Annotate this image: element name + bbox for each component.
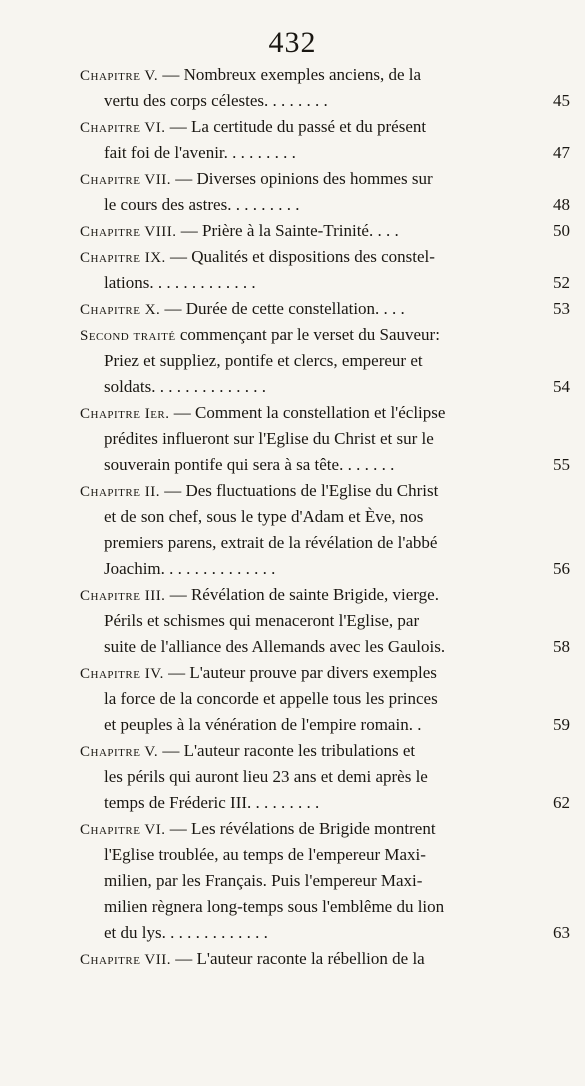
toc-entry-line	[80, 166, 570, 192]
toc-entry-label: Chapitre X.	[80, 302, 161, 318]
toc-entry-text: Chapitre VI. — La certitude du passé et du présent	[80, 117, 427, 136]
toc-entry-line	[80, 712, 570, 738]
toc-entry-label: Chapitre V.	[80, 744, 159, 760]
toc-entry-line	[80, 582, 570, 608]
toc-entry	[80, 400, 570, 478]
toc-entry-text: Chapitre V. — L'auteur raconte les tribulations et	[80, 741, 416, 760]
toc-entry-line	[80, 426, 570, 452]
toc-entry-text: Chapitre X. — Durée de cette constellation. . . .	[80, 299, 405, 318]
toc-entry-line	[80, 114, 570, 140]
toc-entry-text: milien, par les Français. Puis l'empereur Maxi-	[104, 871, 423, 890]
toc-entry	[80, 244, 570, 296]
toc-entry-line	[80, 660, 570, 686]
toc-entry-line	[80, 478, 570, 504]
toc-page-number: 54	[553, 377, 570, 396]
toc-entry-text: l'Eglise troublée, au temps de l'empereur Maxi-	[104, 845, 426, 864]
toc-entry-text: souverain pontife qui sera à sa tête. . . . . . .	[104, 455, 395, 474]
toc-entry-line	[80, 140, 570, 166]
toc-entry-line	[80, 894, 570, 920]
toc-entry-text: Chapitre Ier. — Comment la constellation et l'éclipse	[80, 403, 446, 422]
toc-entry-label: Chapitre VII.	[80, 952, 172, 968]
toc-entry-line	[80, 764, 570, 790]
toc-entry-text: le cours des astres. . . . . . . . .	[104, 195, 300, 214]
toc-entry-line	[80, 556, 570, 582]
toc-page-number: 47	[553, 143, 570, 162]
toc-entry-label: Chapitre Ier.	[80, 406, 170, 422]
toc-entry-text: Second traité commençant par le verset du Sauveur:	[80, 325, 440, 344]
toc-entry-text: Chapitre VIII. — Prière à la Sainte-Trinité. . . .	[80, 221, 399, 240]
toc-entry	[80, 322, 570, 400]
toc-entry-line	[80, 374, 570, 400]
toc-entry	[80, 816, 570, 946]
toc-entry	[80, 660, 570, 738]
toc-entry-text: et peuples à la vénération de l'empire romain. .	[104, 715, 422, 734]
toc-entry-text: temps de Fréderic III. . . . . . . . .	[104, 793, 320, 812]
toc-entry-text: vertu des corps célestes. . . . . . . .	[104, 91, 328, 110]
toc-entry-label: Chapitre VII.	[80, 172, 172, 188]
toc-entry-line	[80, 270, 570, 296]
toc-entry	[80, 114, 570, 166]
toc-entry-line	[80, 530, 570, 556]
toc-entry-text: Joachim. . . . . . . . . . . . . .	[104, 559, 276, 578]
toc-page-number: 52	[553, 273, 570, 292]
toc-entry	[80, 946, 570, 972]
toc-entry-text: premiers parens, extrait de la révélation de l'abbé	[104, 533, 438, 552]
toc-entry-text: Chapitre IV. — L'auteur prouve par divers exemples	[80, 663, 437, 682]
toc-entry-line	[80, 322, 570, 348]
table-of-contents	[80, 62, 570, 972]
toc-entry-line	[80, 192, 570, 218]
toc-page-number: 58	[553, 637, 570, 656]
toc-entry	[80, 582, 570, 660]
toc-entry-text: et de son chef, sous le type d'Adam et Ève, nos	[104, 507, 424, 526]
toc-entry-line	[80, 920, 570, 946]
toc-entry-text: milien règnera long-temps sous l'emblême du lion	[104, 897, 445, 916]
toc-entry-label: Chapitre II.	[80, 484, 160, 500]
toc-entry-label: Chapitre VI.	[80, 120, 166, 136]
toc-entry-line	[80, 634, 570, 660]
toc-page-number: 55	[553, 455, 570, 474]
toc-entry-line	[80, 88, 570, 114]
toc-entry-line	[80, 244, 570, 270]
toc-page-number: 59	[553, 715, 570, 734]
toc-page-number: 45	[553, 91, 570, 110]
toc-entry-text: lations. . . . . . . . . . . . .	[104, 273, 256, 292]
toc-entry-text: les périls qui auront lieu 23 ans et demi après le	[104, 767, 428, 786]
toc-page-number: 50	[553, 221, 570, 240]
toc-page-number: 63	[553, 923, 570, 942]
toc-entry-text: et du lys. . . . . . . . . . . . .	[104, 923, 268, 942]
toc-entry-text: Chapitre II. — Des fluctuations de l'Eglise du Christ	[80, 481, 439, 500]
toc-entry	[80, 62, 570, 114]
toc-entry-label: Chapitre IX.	[80, 250, 166, 266]
toc-entry-line	[80, 868, 570, 894]
toc-entry-label: Chapitre IV.	[80, 666, 164, 682]
toc-entry-text: Chapitre IX. — Qualités et dispositions des constel-	[80, 247, 435, 266]
toc-entry-line	[80, 686, 570, 712]
toc-entry-line	[80, 790, 570, 816]
toc-entry-text: soldats. . . . . . . . . . . . . .	[104, 377, 266, 396]
toc-entry	[80, 166, 570, 218]
toc-entry-line	[80, 816, 570, 842]
toc-entry-text: Chapitre VII. — L'auteur raconte la rébellion de la	[80, 949, 425, 968]
toc-entry-line	[80, 504, 570, 530]
toc-entry-line	[80, 296, 570, 322]
toc-page-number: 62	[553, 793, 570, 812]
toc-entry	[80, 738, 570, 816]
toc-entry-text: suite de l'alliance des Allemands avec les Gaulois.	[104, 637, 446, 656]
toc-entry-label: Chapitre VI.	[80, 822, 166, 838]
toc-page-number: 56	[553, 559, 570, 578]
toc-entry-text: Priez et suppliez, pontife et clercs, empereur et	[104, 351, 423, 370]
toc-entry-text: la force de la concorde et appelle tous les princes	[104, 689, 438, 708]
toc-entry-line	[80, 62, 570, 88]
toc-entry	[80, 218, 570, 244]
toc-entry-line	[80, 348, 570, 374]
toc-entry-line	[80, 608, 570, 634]
toc-entry-text: prédites influeront sur l'Eglise du Christ et sur le	[104, 429, 434, 448]
toc-entry-label: Second traité	[80, 328, 176, 344]
toc-entry-label: Chapitre VIII.	[80, 224, 177, 240]
toc-entry-line	[80, 738, 570, 764]
toc-entry-text: Chapitre V. — Nombreux exemples anciens, de la	[80, 65, 422, 84]
toc-entry-label: Chapitre III.	[80, 588, 166, 604]
toc-entry-text: Chapitre VI. — Les révélations de Brigide montrent	[80, 819, 436, 838]
toc-entry	[80, 478, 570, 582]
toc-entry-line	[80, 218, 570, 244]
toc-entry-text: Chapitre VII. — Diverses opinions des hommes sur	[80, 169, 433, 188]
toc-entry-text: fait foi de l'avenir. . . . . . . . .	[104, 143, 296, 162]
toc-entry-label: Chapitre V.	[80, 68, 159, 84]
toc-entry-line	[80, 842, 570, 868]
toc-page-number: 48	[553, 195, 570, 214]
toc-entry-text: Chapitre III. — Révélation de sainte Brigide, vierge.	[80, 585, 439, 604]
toc-entry-line	[80, 400, 570, 426]
page-number: 432	[268, 26, 317, 59]
toc-entry-line	[80, 452, 570, 478]
toc-page-number: 53	[553, 299, 570, 318]
toc-entry-line	[80, 946, 570, 972]
toc-entry-text: Périls et schismes qui menaceront l'Eglise, par	[104, 611, 420, 630]
toc-entry	[80, 296, 570, 322]
